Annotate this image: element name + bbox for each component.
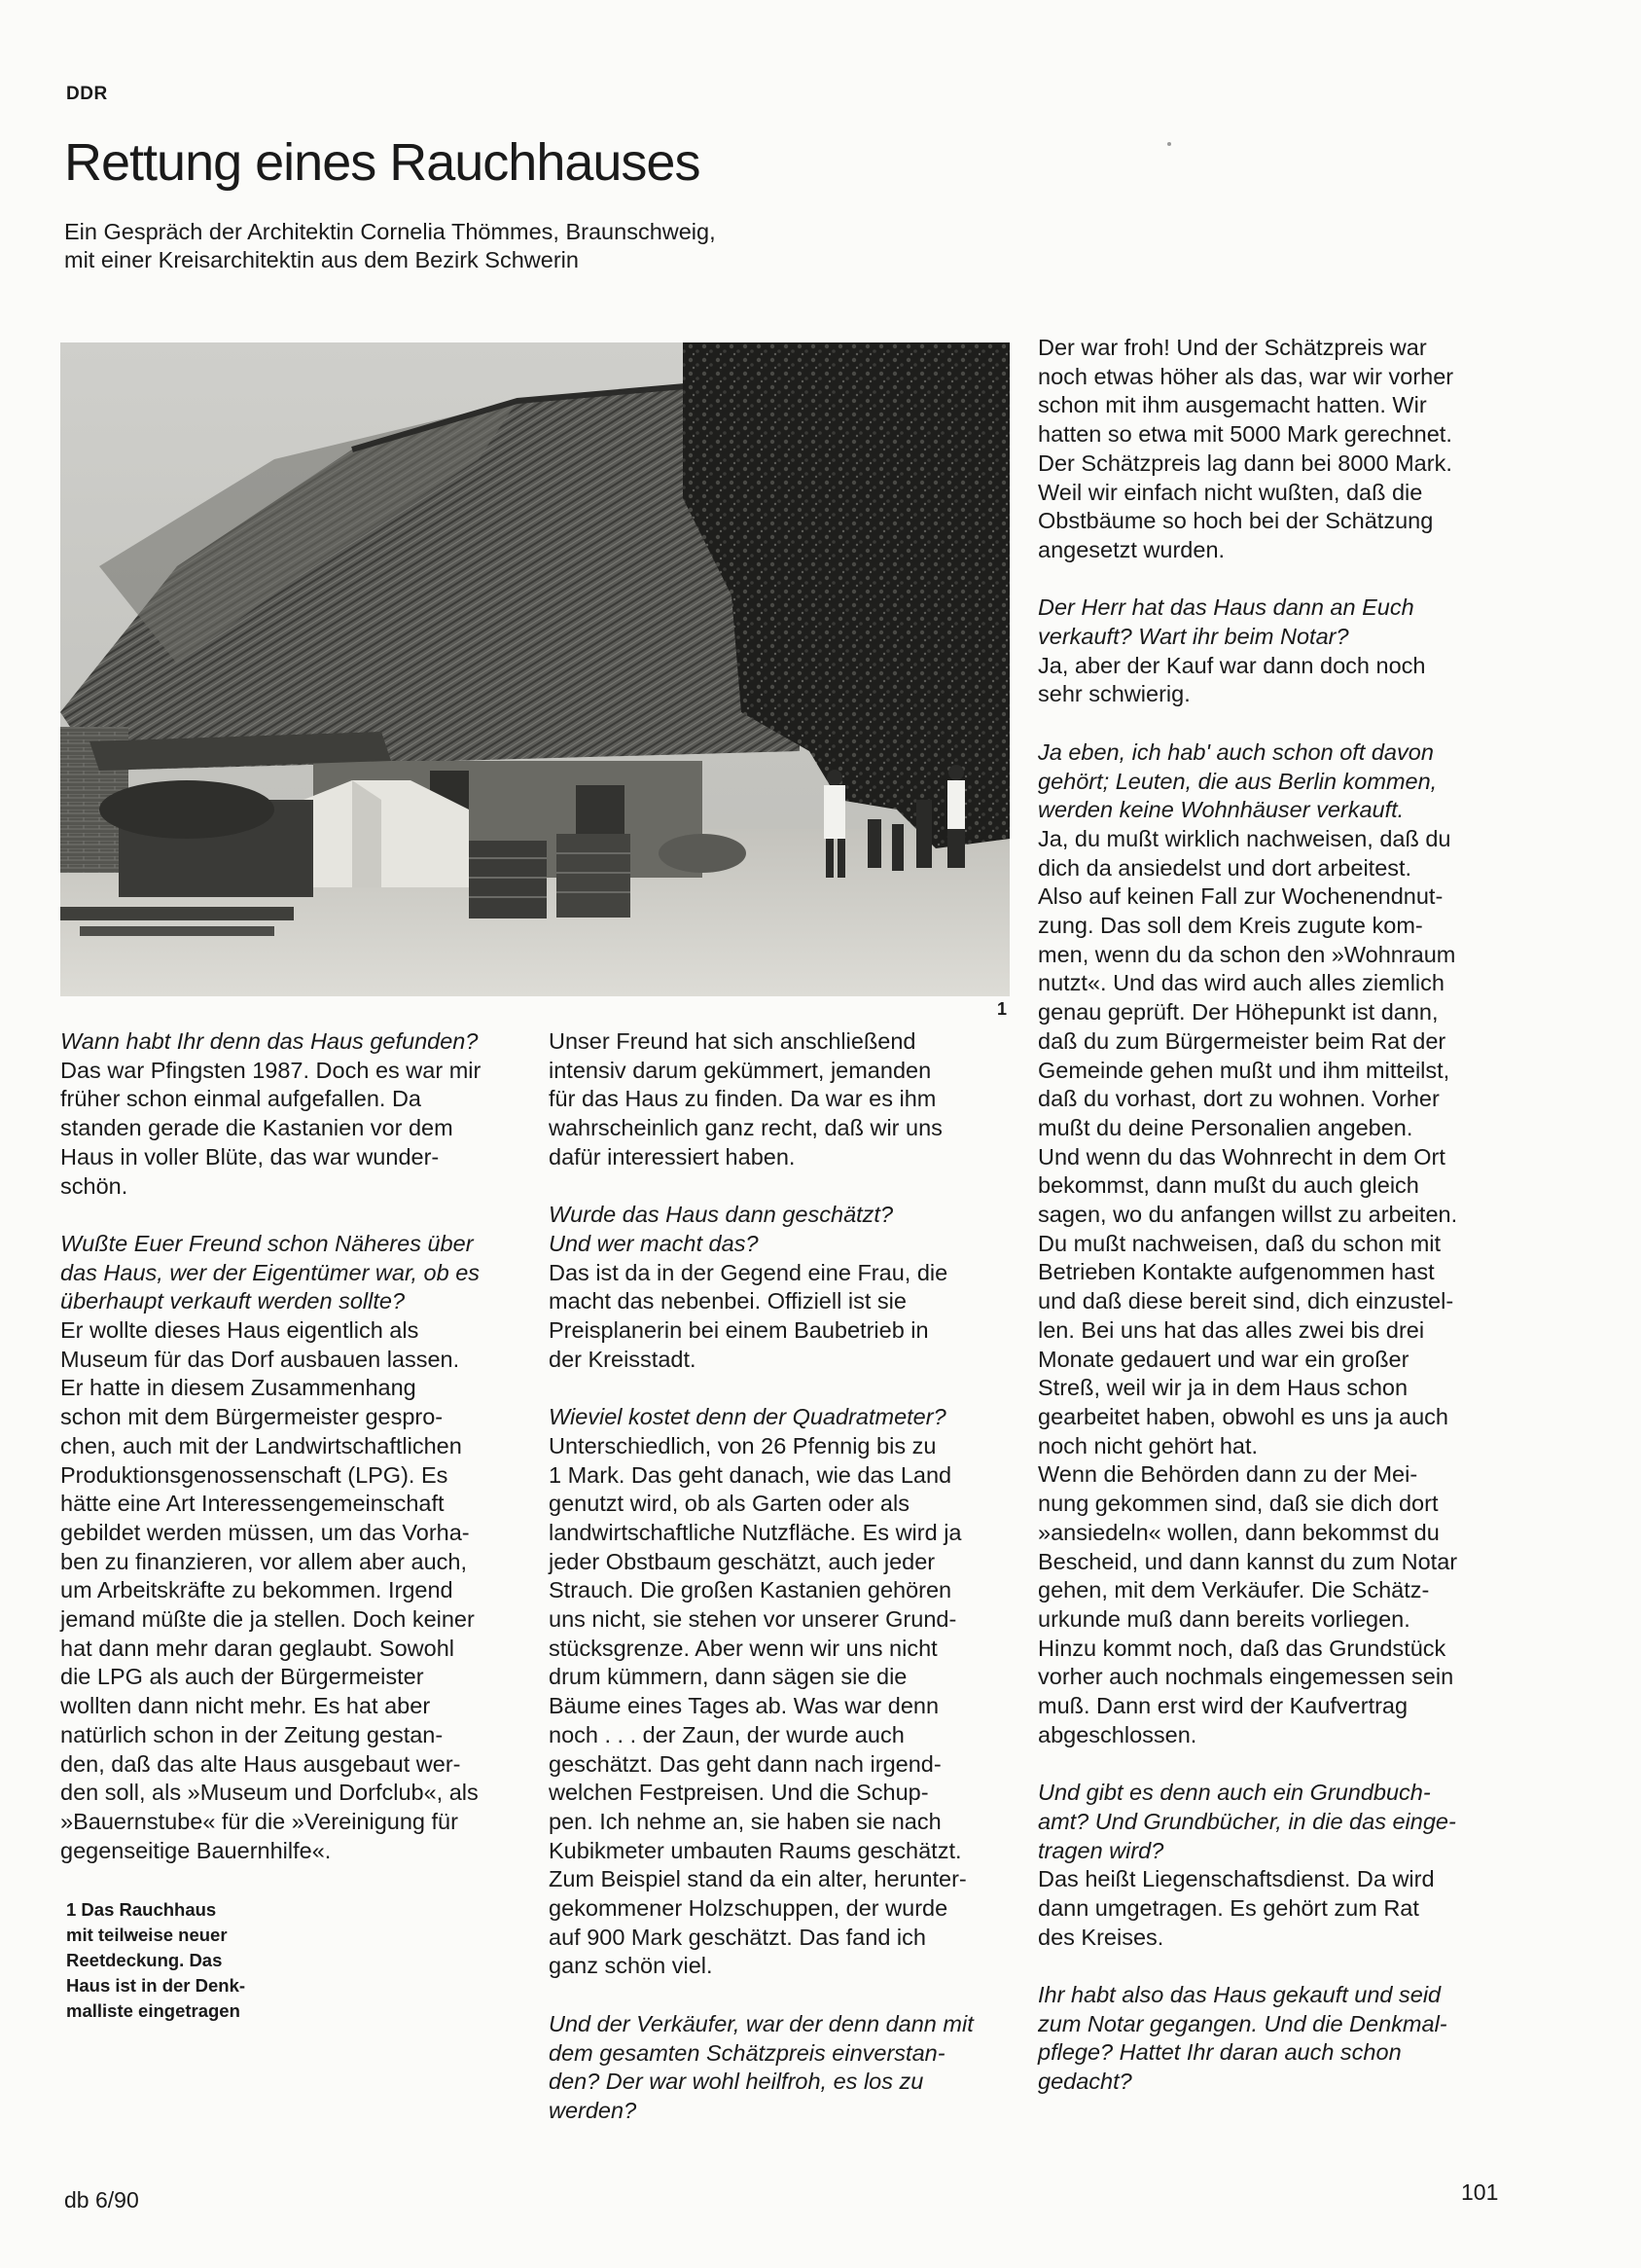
answer-line: intensiv darum gekümmert, jemanden <box>549 1057 932 1083</box>
answer-line: macht das nebenbei. Offiziell ist sie <box>549 1288 907 1314</box>
answer-line: muß. Dann erst wird der Kaufvertrag <box>1038 1693 1409 1719</box>
answer-line: men, wenn du da schon den »Wohnraum <box>1038 941 1456 967</box>
answer-line: Strauch. Die großen Kastanien gehören <box>549 1577 952 1603</box>
answer-line: um Arbeitskräfte zu bekommen. Irgend <box>60 1577 453 1603</box>
interview-paragraph <box>60 1027 523 1201</box>
question-line: tragen wird? <box>1038 1837 1164 1863</box>
answer-line: chen, auch mit der Landwirtschaftlichen <box>60 1432 462 1458</box>
answer-line: daß du vorhast, dort zu wohnen. Vorher <box>1038 1086 1440 1112</box>
answer-line: Das war Pfingsten 1987. Doch es war mir <box>60 1057 482 1083</box>
answer-line: früher schon einmal aufgefallen. Da <box>60 1086 421 1112</box>
answer-line: Gemeinde gehen mußt und ihm mitteilst, <box>1038 1057 1450 1083</box>
page-number: 101 <box>1461 2179 1499 2205</box>
answer-line: Unser Freund hat sich anschließend <box>549 1028 916 1054</box>
answer-line: Weil wir einfach nicht wußten, daß die <box>1038 479 1423 505</box>
answer-line: sehr schwierig. <box>1038 681 1191 707</box>
text-column-3 <box>1038 334 1509 2097</box>
text-column-1 <box>60 1027 523 1865</box>
answer-line: Monate gedauert und war ein großer <box>1038 1346 1409 1372</box>
answer-line: Ja, du mußt wirklich nachweisen, daß du <box>1038 825 1451 851</box>
question-line: das Haus, wer der Eigentümer war, ob es <box>60 1259 481 1285</box>
answer-line: dich da ansiedelst und dort arbeitest. <box>1038 854 1412 881</box>
issue-label: db 6/90 <box>64 2187 139 2213</box>
answer-line: genau geprüft. Der Höhepunkt ist dann, <box>1038 999 1439 1026</box>
answer-line: »ansiedeln« wollen, dann bekommst du <box>1038 1519 1440 1545</box>
interview-paragraph <box>60 1230 523 1865</box>
answer-line: gegenseitige Bauernhilfe«. <box>60 1837 332 1863</box>
question-line: Und gibt es denn auch ein Grundbuch- <box>1038 1780 1431 1806</box>
question-line: den? Der war wohl heilfroh, es los zu <box>549 2069 924 2095</box>
answer-line: geschätzt. Das geht dann nach irgend- <box>549 1750 942 1777</box>
answer-line: Das ist da in der Gegend eine Frau, die <box>549 1259 948 1285</box>
answer-line: Preisplanerin bei einem Baubetrieb in <box>549 1317 929 1344</box>
question-line: pflege? Hattet Ihr daran auch schon <box>1038 2039 1402 2066</box>
caption-line: Haus ist in der Denk- <box>66 1975 246 1996</box>
answer-line: genutzt wird, ob als Garten oder als <box>549 1491 910 1517</box>
thatched-smokehouse-photo <box>60 342 1010 996</box>
answer-line: bekommst, dann mußt du auch gleich <box>1038 1172 1419 1199</box>
answer-line: den, daß das alte Haus ausgebaut wer- <box>60 1750 461 1777</box>
answer-line: den soll, als »Museum und Dorfclub«, als <box>60 1780 479 1806</box>
answer-line: nutzt«. Und das wird auch alles ziemlich <box>1038 970 1445 996</box>
answer-line: Also auf keinen Fall zur Wochenendnut- <box>1038 883 1444 910</box>
caption-line: malliste eingetragen <box>66 2000 240 2021</box>
answer-line: wahrscheinlich ganz recht, daß wir uns <box>549 1115 943 1141</box>
subtitle-line: mit einer Kreisarchitektin aus dem Bezirk Schwerin <box>64 247 579 273</box>
answer-line: schön. <box>60 1172 128 1199</box>
answer-line: und daß diese bereit sind, dich einzustel- <box>1038 1288 1454 1314</box>
answer-line: Kubikmeter umbauten Raums geschätzt. <box>549 1837 962 1863</box>
answer-line: schon mit dem Bürgermeister gespro- <box>60 1404 444 1430</box>
interview-paragraph <box>1038 1981 1509 2097</box>
answer-line: standen gerade die Kastanien vor dem <box>60 1115 453 1141</box>
answer-line: Der Schätzpreis lag dann bei 8000 Mark. <box>1038 450 1452 476</box>
answer-line: Bäume eines Tages ab. Was war denn <box>549 1693 940 1719</box>
question-line: Wieviel kostet denn der Quadratmeter? <box>549 1404 946 1430</box>
answer-line: urkunde muß dann bereits vorliegen. <box>1038 1605 1410 1632</box>
question-line: Der Herr hat das Haus dann an Euch <box>1038 594 1414 621</box>
question-line: überhaupt verkauft werden sollte? <box>60 1288 406 1314</box>
caption-line: 1 Das Rauchhaus <box>66 1899 217 1920</box>
answer-line: gekommener Holzschuppen, der wurde <box>549 1895 948 1922</box>
answer-line: der Kreisstadt. <box>549 1346 696 1372</box>
interview-paragraph <box>549 2010 1012 2126</box>
answer-line: vorher auch nochmals eingemessen sein <box>1038 1664 1454 1690</box>
question-line: gedacht? <box>1038 2069 1132 2095</box>
answer-line: auf 900 Mark geschätzt. Das fand ich <box>549 1924 926 1950</box>
caption-line: Reetdeckung. Das <box>66 1950 223 1970</box>
answer-line: 1 Mark. Das geht danach, wie das Land <box>549 1461 952 1488</box>
answer-line: len. Bei uns hat das alles zwei bis drei <box>1038 1316 1425 1343</box>
answer-line: Und wenn du das Wohnrecht in dem Ort <box>1038 1143 1445 1170</box>
answer-line: ben zu finanzieren, vor allem aber auch, <box>60 1548 468 1574</box>
answer-line: welchen Festpreisen. Und die Schup- <box>549 1780 929 1806</box>
answer-line: jeder Obstbaum geschätzt, auch jeder <box>549 1548 936 1574</box>
answer-line: Hinzu kommt noch, daß das Grundstück <box>1038 1635 1446 1661</box>
answer-line: dafür interessiert haben. <box>549 1143 796 1170</box>
answer-line: noch etwas höher als das, war wir vorher <box>1038 363 1454 389</box>
text-column-2 <box>549 1027 1012 2126</box>
interview-paragraph <box>1038 1779 1509 1952</box>
answer-line: hat dann mehr daran geglaubt. Sowohl <box>60 1635 455 1661</box>
question-line: Ja eben, ich hab' auch schon oft davon <box>1038 738 1434 765</box>
question-line: Wann habt Ihr denn das Haus gefunden? <box>60 1028 479 1054</box>
photo-caption <box>66 1897 309 2024</box>
answer-line: Der war froh! Und der Schätzpreis war <box>1038 335 1427 360</box>
interview-paragraph <box>1038 594 1509 709</box>
article-title: Rettung eines Rauchhauses <box>64 133 700 192</box>
interview-paragraph <box>1038 738 1509 1750</box>
answer-line: landwirtschaftliche Nutzfläche. Es wird ja <box>549 1519 962 1545</box>
answer-line: daß du zum Bürgermeister beim Rat der <box>1038 1027 1446 1054</box>
answer-line: Bescheid, und dann kannst du zum Notar <box>1038 1548 1458 1574</box>
answer-line: uns nicht, sie stehen vor unserer Grund- <box>549 1606 957 1633</box>
subtitle-line: Ein Gespräch der Architektin Cornelia Thömmes, Braunschweig, <box>64 219 716 244</box>
answer-line: mußt du deine Personalien angeben. <box>1038 1114 1413 1140</box>
answer-line: Er wollte dieses Haus eigentlich als <box>60 1317 419 1344</box>
answer-line: gearbeitet haben, obwohl es uns ja auch <box>1038 1403 1449 1429</box>
answer-line: gebildet werden müssen, um das Vorha- <box>60 1519 470 1545</box>
question-line: amt? Und Grundbücher, in die das einge- <box>1038 1808 1456 1834</box>
question-line: Und der Verkäufer, war der denn dann mit <box>549 2010 974 2036</box>
answer-line: Museum für das Dorf ausbauen lassen. <box>60 1346 460 1372</box>
answer-line: Produktionsgenossenschaft (LPG). Es <box>60 1461 448 1488</box>
question-line: Ihr habt also das Haus gekauft und seid <box>1038 1982 1442 2008</box>
answer-line: noch . . . der Zaun, der wurde auch <box>549 1721 905 1747</box>
article-subtitle <box>64 218 842 275</box>
interview-paragraph <box>549 1201 1012 1374</box>
answer-line: Unterschiedlich, von 26 Pfennig bis zu <box>549 1432 937 1458</box>
answer-line: hätte eine Art Interessengemeinschaft <box>60 1491 445 1517</box>
interview-paragraph <box>549 1403 1012 1981</box>
question-line: Wußte Euer Freund schon Näheres über <box>60 1230 474 1256</box>
answer-line: sagen, wo du anfangen willst zu arbeiten. <box>1038 1202 1458 1228</box>
answer-line: Obstbäume so hoch bei der Schätzung <box>1038 508 1434 534</box>
answer-line: noch nicht gehört hat. <box>1038 1432 1259 1458</box>
answer-line: Er hatte in diesem Zusammenhang <box>60 1375 416 1401</box>
question-line: gehört; Leuten, die aus Berlin kommen, <box>1038 768 1438 794</box>
answer-line: Haus in voller Blüte, das war wunder- <box>60 1143 440 1170</box>
answer-line: Du mußt nachweisen, daß du schon mit <box>1038 1230 1442 1256</box>
answer-line: »Bauernstube« für die »Vereinigung für <box>60 1808 458 1834</box>
question-line: werden keine Wohnhäuser verkauft. <box>1038 797 1405 823</box>
answer-line: stücksgrenze. Aber wenn wir uns nicht <box>549 1635 938 1661</box>
answer-line: Wenn die Behörden dann zu der Mei- <box>1038 1461 1418 1488</box>
answer-line: Zum Beispiel stand da ein alter, herunter- <box>549 1866 967 1892</box>
photo-number: 1 <box>997 999 1008 1019</box>
answer-line: natürlich schon in der Zeitung gestan- <box>60 1721 444 1747</box>
answer-line: zung. Das soll dem Kreis zugute kom- <box>1038 913 1423 939</box>
answer-line: wollten dann nicht mehr. Es hat aber <box>60 1693 431 1719</box>
answer-line: Streß, weil wir ja in dem Haus schon <box>1038 1375 1409 1401</box>
answer-line: abgeschlossen. <box>1038 1721 1197 1747</box>
answer-line: nung gekommen sind, daß sie dich dort <box>1038 1491 1439 1517</box>
answer-line: hatten so etwa mit 5000 Mark gerechnet. <box>1038 421 1452 448</box>
interview-paragraph <box>1038 334 1509 565</box>
question-line: Wurde das Haus dann geschätzt? <box>549 1202 894 1228</box>
answer-line: dann umgetragen. Es gehört zum Rat <box>1038 1894 1419 1921</box>
answer-line: angesetzt wurden. <box>1038 536 1226 562</box>
interview-paragraph <box>549 1027 1012 1172</box>
question-line: werden? <box>549 2097 637 2123</box>
answer-line: drum kümmern, dann sägen sie die <box>549 1664 908 1690</box>
section-label: DDR <box>66 84 108 104</box>
answer-line: für das Haus zu finden. Da war es ihm <box>549 1086 937 1112</box>
answer-line: Das heißt Liegenschaftsdienst. Da wird <box>1038 1866 1435 1892</box>
question-line: zum Notar gegangen. Und die Denkmal- <box>1038 2010 1447 2036</box>
answer-line: des Kreises. <box>1038 1924 1164 1950</box>
answer-line: pen. Ich nehme an, sie haben sie nach <box>549 1808 942 1834</box>
answer-line: schon mit ihm ausgemacht hatten. Wir <box>1038 392 1427 418</box>
caption-line: mit teilweise neuer <box>66 1925 228 1945</box>
paper-speck <box>1167 142 1171 146</box>
question-line: verkauft? Wart ihr beim Notar? <box>1038 624 1349 650</box>
answer-line: ganz schön viel. <box>549 1953 713 1979</box>
answer-line: Ja, aber der Kauf war dann doch noch <box>1038 652 1426 678</box>
answer-line: gehen, mit dem Verkäufer. Die Schätz- <box>1038 1577 1430 1603</box>
answer-line: Betrieben Kontakte aufgenommen hast <box>1038 1259 1435 1285</box>
answer-line: jemand müßte die ja stellen. Doch keiner <box>60 1606 475 1633</box>
answer-line: die LPG als auch der Bürgermeister <box>60 1664 424 1690</box>
question-line: dem gesamten Schätzpreis einverstan- <box>549 2039 945 2066</box>
question-line: Und wer macht das? <box>549 1230 759 1256</box>
